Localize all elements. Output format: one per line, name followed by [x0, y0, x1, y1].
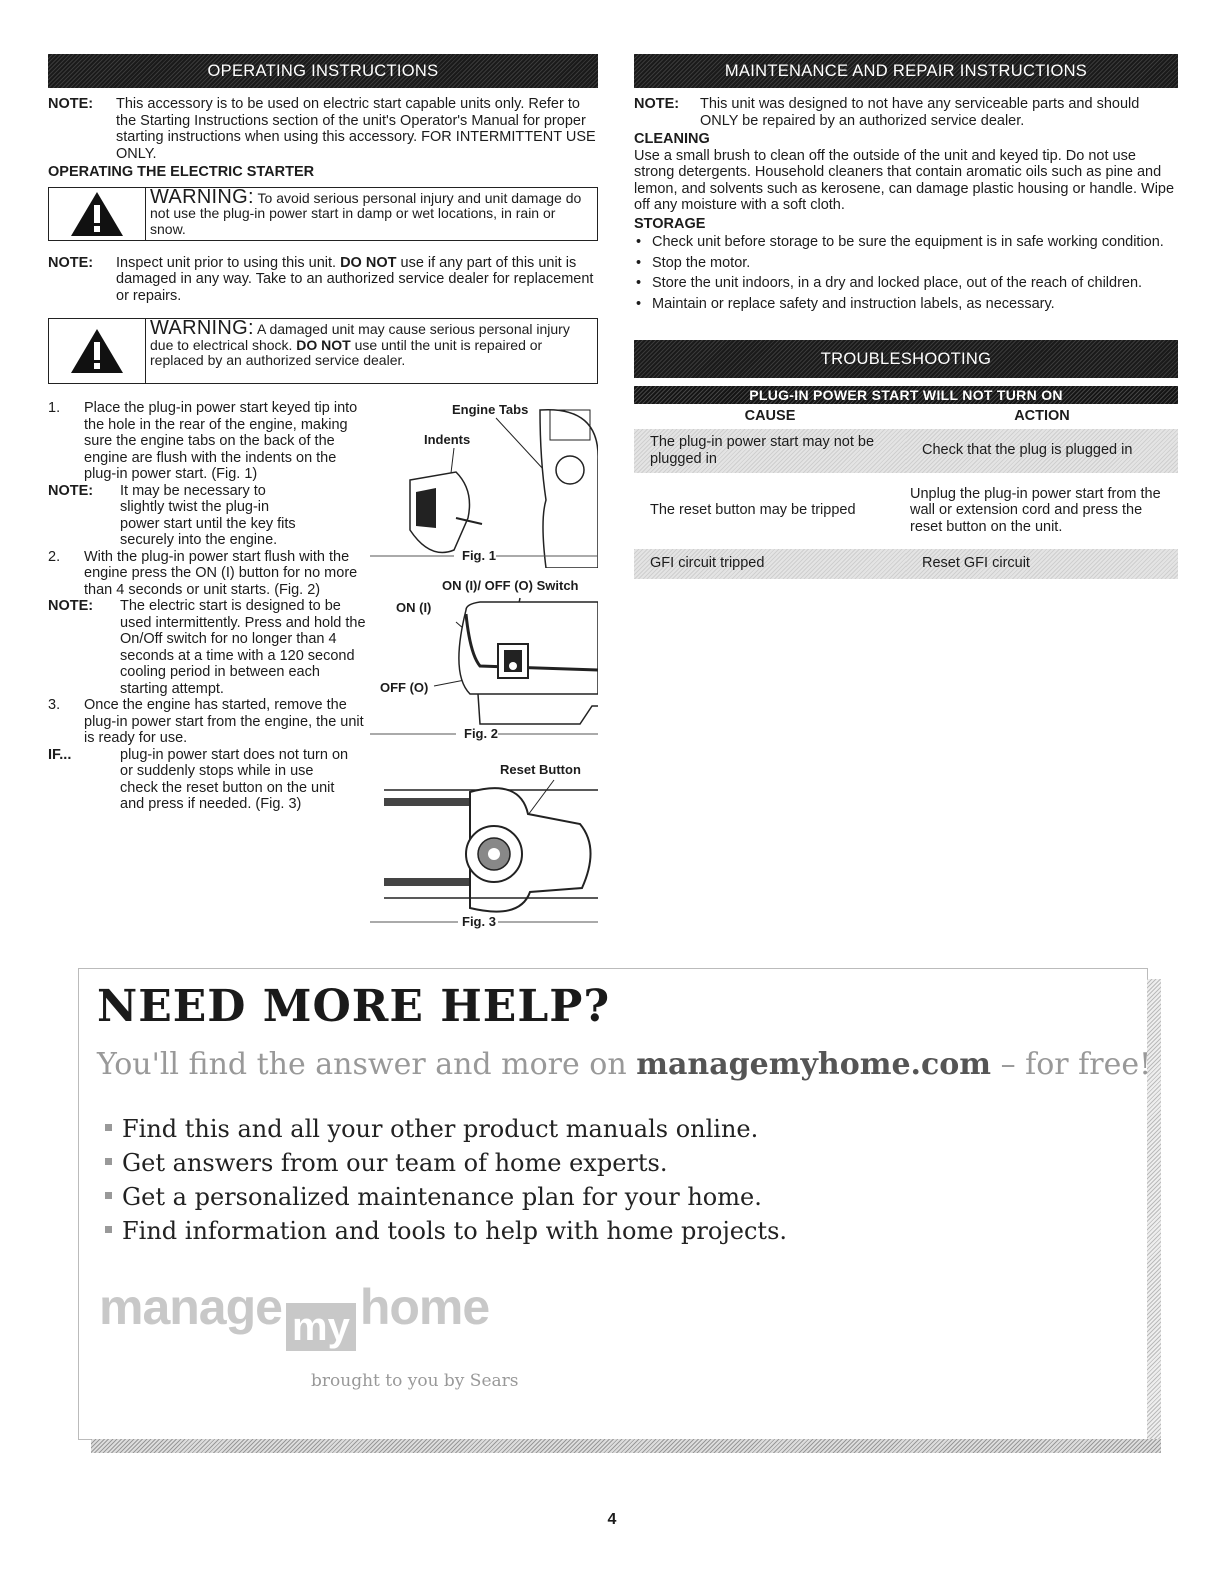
troubleshooting-table — [634, 404, 1178, 579]
operating-instructions-header: OPERATING INSTRUCTIONS — [48, 54, 598, 88]
table-row — [634, 429, 1178, 473]
bullet-square-icon — [105, 1158, 112, 1165]
label-reset-button: Reset Button — [500, 762, 581, 777]
list-item: Get a personalized maintenance plan for your home. — [105, 1189, 762, 1206]
cause-cell: The reset button may be tripped — [650, 502, 856, 519]
warning-triangle-icon — [49, 319, 146, 383]
help-subtitle: You'll find the answer and more on managemyhome.com – for free! — [97, 1047, 1152, 1082]
list-item: Find information and tools to help with home projects. — [105, 1223, 787, 1240]
right-column — [634, 54, 1178, 579]
figure-3 — [370, 758, 598, 929]
warning-box-damaged: WARNING: A damaged unit may cause serious personal injury due to electrical shock. DO NOT use until the unit is repaired or replaced by an authorized service dealer. — [48, 318, 598, 384]
fig3-caption: Fig. 3 — [462, 914, 496, 929]
cause-cell: The plug-in power start may not be plugged in — [634, 429, 906, 473]
step-note-2: NOTE: The electric start is designed to be used intermittently. Press and hold the On/Off switch for no longer than 4 seconds at a time with a 120 second cooling period in between each starting attempt. — [48, 598, 366, 697]
need-more-help-box — [78, 968, 1152, 1440]
managemyhome-logo — [99, 1279, 490, 1351]
figure-2 — [370, 574, 598, 740]
step-2: 2. With the plug-in power start flush with the engine press the ON (I) button for no more than 4 seconds or unit starts. (Fig. 2) — [48, 548, 358, 598]
warning-title: WARNING: — [150, 185, 254, 208]
action-column-header: ACTION — [1014, 408, 1070, 424]
step-if: IF... plug-in power start does not turn on or suddenly stops while in use check the reset button on the unit and press if needed. (Fig. 3) — [48, 746, 349, 812]
note-inspect: NOTE: Inspect unit prior to using this unit. DO NOT use if any part of this unit is damaged in any way. Take to an authorized service dealer for replacement or repairs. — [48, 254, 594, 304]
logo-manage: manage — [99, 1279, 282, 1335]
step-3: 3. Once the engine has started, remove the plug-in power start from the engine, the unit is ready for use. — [48, 697, 364, 746]
warning-triangle-icon — [49, 188, 146, 240]
cleaning-heading: CLEANING — [634, 131, 710, 147]
label-on-off-switch: ON (I)/ OFF (O) Switch — [442, 578, 579, 593]
step-note-1: NOTE: It may be necessary to slightly twist the plug-in power start until the key fits securely into the engine. — [48, 482, 296, 548]
managemyhome-link[interactable]: managemyhome.com — [636, 1047, 992, 1082]
warning-box-wet — [48, 187, 598, 241]
action-cell: Reset GFI circuit — [906, 549, 1178, 579]
bullet-square-icon — [105, 1124, 112, 1131]
warning-title: WARNING: — [150, 317, 254, 339]
fig2-caption: Fig. 2 — [464, 726, 498, 741]
action-cell: Unplug the plug-in power start from the wall or extension cord and press the reset button on the unit. — [910, 485, 1161, 535]
note-accessory: NOTE: This accessory is to be used on electric start capable units only. Refer to the Starting Instructions section of the unit's Operator's Manual for proper starting instructions when using this accessory. FOR INTERMITTENT USE ONLY. — [48, 96, 596, 162]
label-off: OFF (O) — [380, 680, 429, 695]
steps-and-figures — [48, 400, 598, 930]
list-item: • Check unit before storage to be sure the equipment is in safe working condition. — [634, 234, 1178, 251]
table-row — [634, 549, 1178, 579]
maintenance-repair-header: MAINTENANCE AND REPAIR INSTRUCTIONS — [634, 54, 1178, 88]
list-item: Find this and all your other product manuals online. — [105, 1121, 758, 1138]
list-item: Get answers from our team of home experts. — [105, 1155, 667, 1172]
table-row — [634, 473, 1178, 549]
storage-heading: STORAGE — [634, 215, 706, 232]
fig2-illustration — [370, 574, 598, 740]
step-1: 1. Place the plug-in power start keyed tip into the hole in the rear of the engine, making sure the engine tabs on the back of the engine are flush with the indents on the plug-in power start. (Fig. 1) — [48, 400, 358, 482]
storage-list — [634, 234, 1178, 312]
troubleshooting-subheader: PLUG-IN POWER START WILL NOT TURN ON — [634, 386, 1178, 404]
warning-text: To avoid serious personal injury and unit damage do not use the plug-in power start in damp or wet locations, in rain or snow. — [150, 189, 582, 237]
fig1-caption: Fig. 1 — [462, 548, 496, 563]
cleaning-text: Use a small brush to clean off the outside of the unit and keyed tip. Do not use strong detergents. Household cleaners that contain aromatic oils such as pine and lemon, and solvents such as kerosene, can damage plastic housing or handle. Wipe off any moisture with a soft cloth. — [634, 147, 1175, 213]
logo-tagline: brought to you by Sears — [311, 1371, 519, 1391]
list-item: • Stop the motor. — [634, 255, 1178, 272]
figure-1 — [370, 400, 598, 568]
maintenance-note: NOTE: This unit was designed to not have any serviceable parts and should ONLY be repaired by an authorized service dealer. — [634, 96, 1140, 129]
need-more-help-title: NEED MORE HELP? — [97, 981, 611, 1032]
logo-home: home — [359, 1279, 490, 1335]
operating-electric-starter-heading: OPERATING THE ELECTRIC STARTER — [48, 164, 315, 180]
steps-list — [48, 400, 368, 813]
label-indents: Indents — [424, 432, 471, 447]
fig3-illustration — [370, 758, 598, 926]
label-on: ON (I) — [396, 600, 432, 615]
page-number: 4 — [607, 1511, 617, 1528]
logo-my: my — [286, 1303, 356, 1351]
left-column — [48, 54, 598, 930]
troubleshooting-header: TROUBLESHOOTING — [634, 340, 1178, 378]
bullet-square-icon — [105, 1192, 112, 1199]
list-item: • Maintain or replace safety and instruction labels, as necessary. — [634, 296, 1178, 313]
label-engine-tabs: Engine Tabs — [452, 402, 529, 417]
cause-column-header: CAUSE — [744, 408, 796, 424]
bullet-square-icon — [105, 1226, 112, 1233]
fig1-illustration — [370, 400, 598, 568]
list-item: • Store the unit indoors, in a dry and locked place, out of the reach of children. — [634, 275, 1178, 292]
cause-cell: GFI circuit tripped — [634, 549, 906, 579]
action-cell: Check that the plug is plugged in — [906, 429, 1178, 473]
